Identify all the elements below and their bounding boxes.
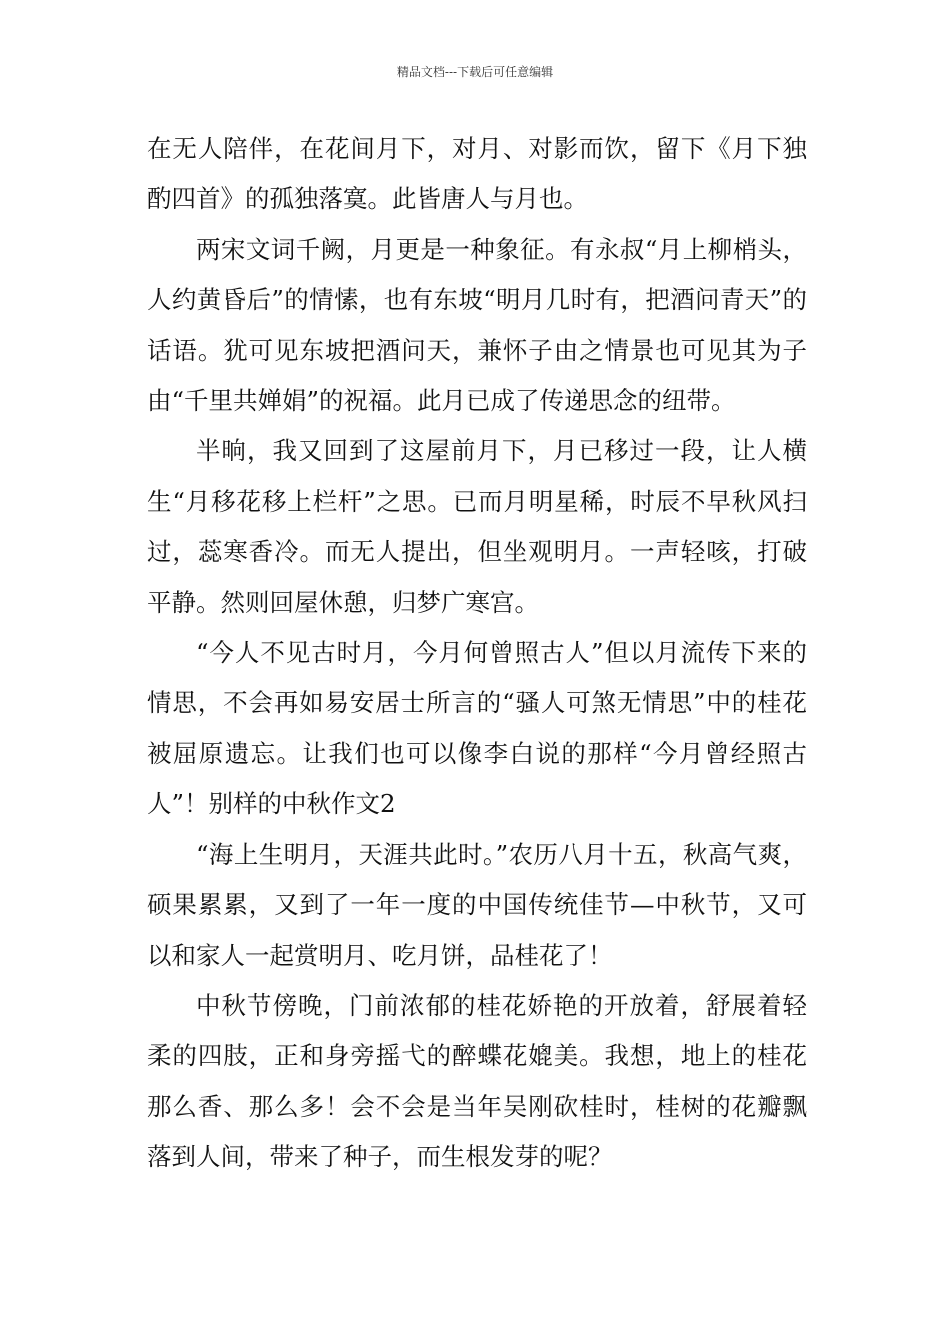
paragraph: “海上生明月，天涯共此时。”农历八月十五，秋高气爽，硕果累累，又到了一年一度的中国传统佳节—中秋节，又可以和家人一起赏明月、吃月饼，品桂花了！ bbox=[147, 839, 807, 970]
paragraph: “今人不见古时月，今月何曾照古人”但以月流传下来的情思，不会再如易安居士所言的“骚人可煞无情思”中的桂花被屈原遗忘。让我们也可以像李白说的那样“今月曾经照古人”！别样的中秋作文2 bbox=[147, 638, 807, 819]
paragraph: 半晌，我又回到了这屋前月下，月已移过一段，让人横生“月移花移上栏杆”之思。已而月明星稀，时辰不早秋风扫过，蕊寒香冷。而无人提出，但坐观明月。一声轻咳，打破平静。然则回屋休憩，归梦广寒宫。 bbox=[147, 436, 807, 617]
document-body bbox=[147, 124, 807, 1183]
paragraph: 两宋文词千阙，月更是一种象征。有永叔“月上柳梢头，人约黄昏后”的情愫，也有东坡“明月几时有，把酒问青天”的话语。犹可见东坡把酒问天，兼怀子由之情景也可见其为子由“千里共婵娟”的祝福。此月已成了传递思念的纽带。 bbox=[147, 234, 807, 416]
paragraph: 在无人陪伴，在花间月下，对月、对影而饮，留下《月下独酌四首》的孤独落寞。此皆唐人与月也。 bbox=[147, 134, 807, 214]
paragraph: 中秋节傍晚，门前浓郁的桂花娇艳的开放着，舒展着轻柔的四肢，正和身旁摇弋的醉蝶花媲美。我想，地上的桂花那么香、那么多！会不会是当年吴刚砍桂时，桂树的花瓣飘落到人间，带来了种子，而生根发芽的呢？ bbox=[147, 990, 807, 1172]
page-header: 精品文档---下载后可任意编辑 bbox=[396, 65, 554, 79]
